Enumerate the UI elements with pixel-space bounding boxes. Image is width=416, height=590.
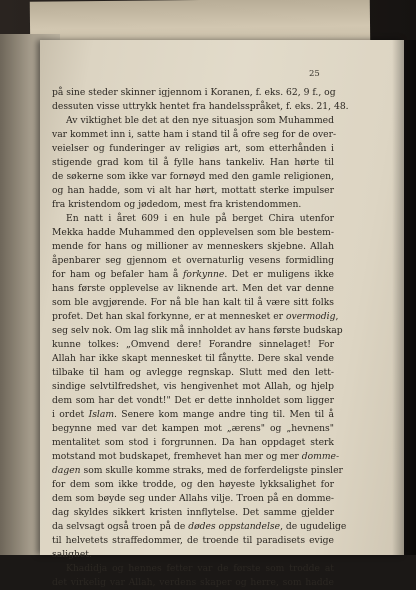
text-fragment: for ham og befaler ham å	[52, 269, 184, 280]
emphasis-dodes-oppstandelse: dødes oppstandelse	[188, 521, 281, 532]
text-fragment: da selvsagt også troen på de	[52, 521, 189, 532]
text-line	[52, 464, 343, 478]
text-line: var kommet inn i, satte ham i stand til å ofre seg for de over-	[52, 129, 337, 140]
text-line: det virkelig var Allah, verdens skaper og herre, som hadde	[52, 577, 334, 588]
text-line	[52, 408, 334, 422]
text-fragment: . Senere kom mange andre ting til. Men til å	[114, 409, 335, 420]
text-fragment: i ordet	[52, 409, 89, 420]
text-line: tilbake til ham og avlegge regnskap. Slutt med den lett-	[52, 367, 334, 378]
emphasis-forkynne: forkynne	[183, 269, 225, 280]
text-line: fra kristendom og jødedom, mest fra kristendommen.	[52, 199, 302, 210]
emphasis-overmodig: overmodig	[285, 311, 336, 322]
text-line: for dem som ikke trodde, og den høyeste lykksalighet for	[52, 479, 334, 490]
text-line: salighet.	[52, 549, 92, 560]
text-line	[52, 310, 339, 324]
text-line: Khadidja og hennes fetter var de første som trodde at	[66, 563, 334, 574]
text-fragment: som skulle komme straks, med de forferdeligste pinsler	[80, 465, 343, 476]
emphasis-islam: Islam	[88, 409, 115, 420]
text-fragment: ,	[335, 311, 339, 322]
text-line: En natt i året 609 i en hule på berget Chira utenfor	[66, 213, 334, 224]
text-line: Av viktighet ble det at den nye situasjon som Muhammed	[66, 115, 334, 126]
emphasis-dommedagen: dagen	[52, 465, 81, 476]
text-fragment: profet. Det han skal forkynne, er at mennesket er	[52, 311, 286, 322]
text-line: kunne tolkes: „Omvend dere! Forandre sinnelaget! For	[52, 339, 334, 350]
text-line: sindige selvtilfredshet, vis hengivenhet mot Allah, og hjelp	[52, 381, 334, 392]
text-fragment: . Det er muligens ikke	[224, 269, 334, 280]
page-edge-shadow	[392, 40, 416, 555]
page-body-text	[52, 86, 349, 590]
emphasis-dommedagen: domme-	[301, 451, 340, 462]
text-line: dessuten visse uttrykk hentet fra handelsspråket, f. eks. 21, 48.	[52, 101, 349, 112]
text-line: til helvetets straffedommer, de troende til paradisets evige	[52, 535, 334, 546]
text-line: dag skyldes sikkert kristen innflytelse. Det samme gjelder	[52, 507, 334, 518]
text-fragment: , de ugudelige	[280, 521, 347, 532]
text-line: åpenbarer seg gjennom et overnaturlig vesens formidling	[52, 255, 334, 266]
text-line: og han hadde, som vi alt har hørt, mottatt sterke impulser	[52, 185, 334, 196]
text-line	[52, 268, 334, 282]
text-line	[52, 450, 340, 464]
text-line: Mekka hadde Muhammed den opplevelsen som ble bestem-	[52, 227, 334, 238]
text-line: hans første opplevelse av liknende art. Men det var denne	[52, 283, 334, 294]
text-line: mende for hans og millioner av menneskers skjebne. Allah	[52, 241, 334, 252]
text-line: seg selv nok. Om lag slik må innholdet av hans første budskap	[52, 325, 343, 336]
text-line: Allah har ikke skapt mennesket til fånytte. Dere skal vende	[52, 353, 334, 364]
page-number: 25	[309, 69, 320, 79]
text-line	[52, 520, 347, 534]
text-line: stigende grad kom til å fylle hans tankeliv. Han hørte til	[52, 157, 334, 168]
text-line: på sine steder skinner igjennom i Koranen, f. eks. 62, 9 f., og	[52, 87, 336, 98]
text-line: de søkerne som ikke var fornøyd med den gamle religionen,	[52, 171, 334, 182]
text-line: dem som har det vondt!" Det er dette innholdet som ligger	[52, 395, 334, 406]
text-line: begynne med var det kampen mot „ærens" og „hevnens"	[52, 423, 334, 434]
text-line: veielser og funderinger av religiøs art, som etterhånden i	[52, 143, 334, 154]
text-line: mentalitet som stod i forgrunnen. Da han oppdaget sterk	[52, 437, 334, 448]
text-line: som ble avgjørende. For nå ble han kalt til å være sitt folks	[52, 297, 334, 308]
text-fragment: motstand mot budskapet, fremhevet han mer og mer	[52, 451, 302, 462]
text-line: dem som bøyde seg under Allahs vilje. Troen på en domme-	[52, 493, 334, 504]
